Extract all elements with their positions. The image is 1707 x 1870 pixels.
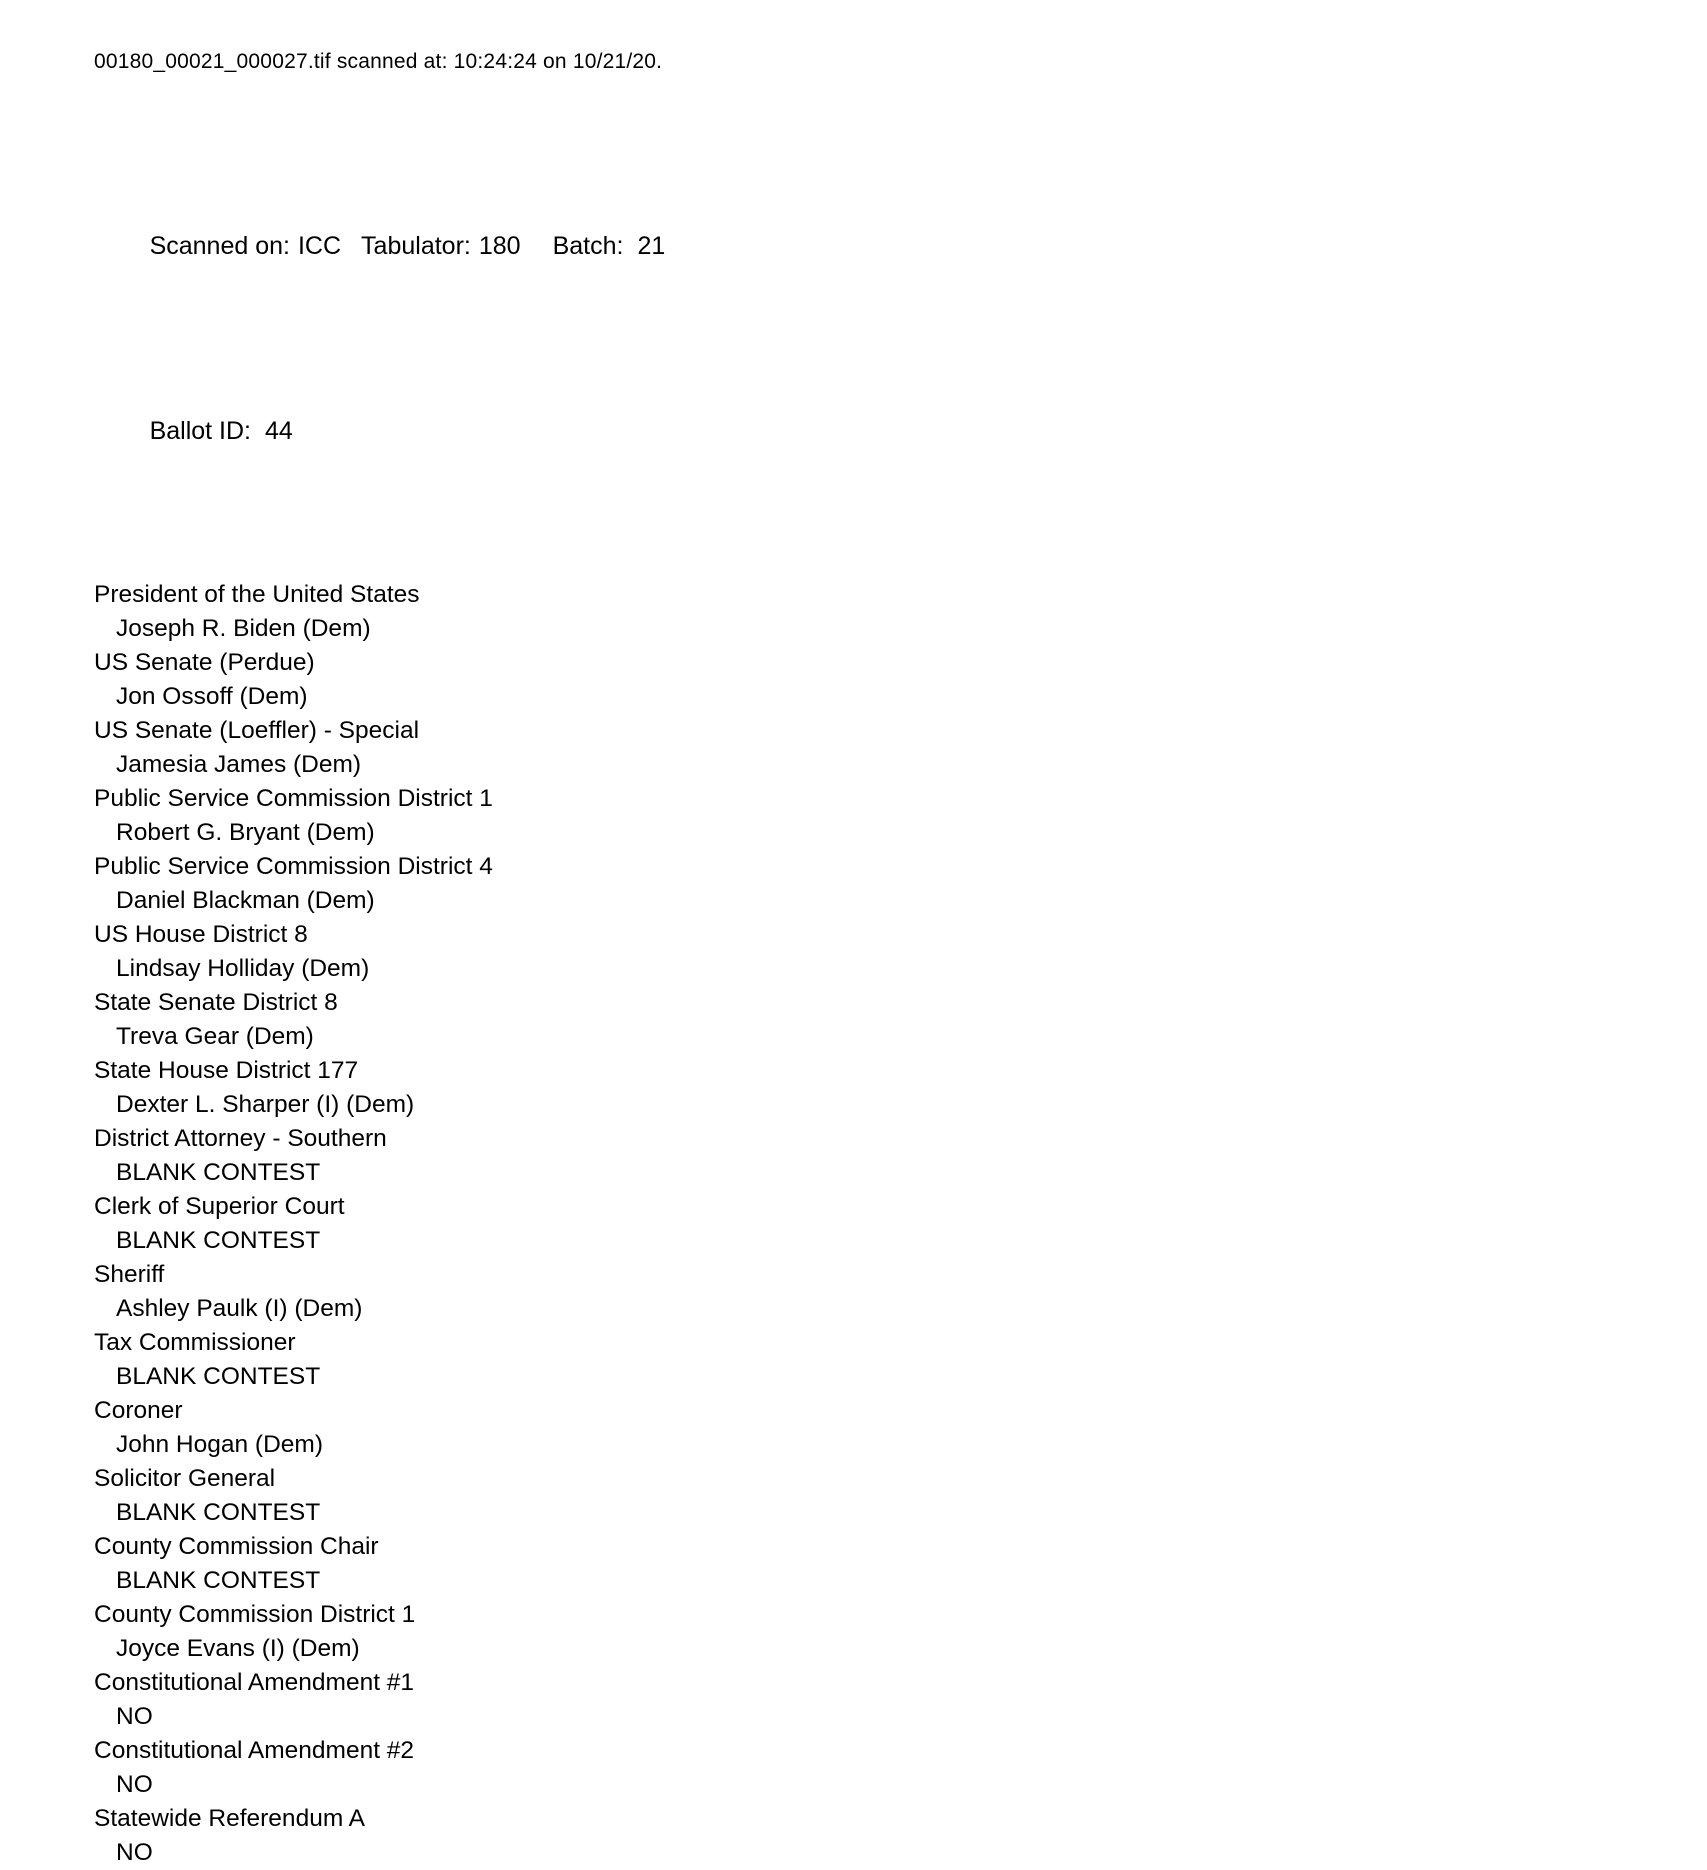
scan-metadata-block: [94, 117, 1707, 561]
contest-title: President of the United States: [94, 581, 420, 608]
contest-title: Constitutional Amendment #1: [94, 1669, 415, 1696]
contest-title: State House District 177: [94, 1057, 359, 1084]
scanned-on-label: Scanned on:: [149, 232, 290, 260]
contest-selection: Jon Ossoff (Dem): [116, 683, 308, 710]
contest-title: Statewide Referendum A: [94, 1805, 366, 1832]
contest-list: [94, 578, 1707, 1870]
ballot-id-line: [94, 376, 1707, 487]
contest-title: County Commission Chair: [94, 1533, 379, 1560]
contest-selection: Daniel Blackman (Dem): [116, 887, 375, 914]
batch-label: Batch:: [552, 232, 624, 260]
scanned-on-value: ICC: [297, 232, 342, 260]
ballot-id-label: Ballot ID:: [149, 417, 252, 445]
batch-value: 21: [637, 232, 666, 260]
contest-title: District Attorney - Southern: [94, 1125, 387, 1152]
contest-selection: NO: [116, 1839, 153, 1866]
contest-selection: NO: [116, 1771, 153, 1798]
contest-title: Clerk of Superior Court: [94, 1193, 345, 1220]
contest-title: Coroner: [94, 1397, 183, 1424]
contest-selection: Joyce Evans (I) (Dem): [116, 1635, 360, 1662]
tabulator-value: 180: [478, 232, 521, 260]
contest-selection: Joseph R. Biden (Dem): [116, 615, 371, 642]
contest-title: US House District 8: [94, 921, 308, 948]
contest-title: US Senate (Perdue): [94, 649, 315, 676]
contest-selection: Ashley Paulk (I) (Dem): [116, 1295, 363, 1322]
contest-selection: Robert G. Bryant (Dem): [116, 819, 375, 846]
contest-selection: BLANK CONTEST: [116, 1499, 321, 1526]
scanner-info-line: [94, 191, 1707, 302]
contest-title: Tax Commissioner: [94, 1329, 296, 1356]
contest-title: Public Service Commission District 1: [94, 785, 493, 812]
tabulator-label: Tabulator:: [361, 232, 471, 260]
contest-title: State Senate District 8: [94, 989, 338, 1016]
contest-title: US Senate (Loeffler) - Special: [94, 717, 420, 744]
contest-selection: BLANK CONTEST: [116, 1159, 321, 1186]
contest-title: Constitutional Amendment #2: [94, 1737, 415, 1764]
ballot-id-value: 44: [265, 417, 293, 445]
file-scan-line: 00180_00021_000027.tif scanned at: 10:24:24 on 10/21/20.: [94, 50, 663, 73]
contest-selection: BLANK CONTEST: [116, 1363, 321, 1390]
contest-selection: Treva Gear (Dem): [116, 1023, 314, 1050]
contest-selection: NO: [116, 1703, 153, 1730]
contest-title: Public Service Commission District 4: [94, 853, 493, 880]
contest-title: Sheriff: [94, 1261, 165, 1288]
contest-selection: Dexter L. Sharper (I) (Dem): [116, 1091, 415, 1118]
contest-selection: BLANK CONTEST: [116, 1567, 321, 1594]
contest-title: Solicitor General: [94, 1465, 276, 1492]
contest-selection: BLANK CONTEST: [116, 1227, 321, 1254]
contest-selection: John Hogan (Dem): [116, 1431, 323, 1458]
contest-title: County Commission District 1: [94, 1601, 416, 1628]
contest-selection: Lindsay Holliday (Dem): [116, 955, 370, 982]
contest-selection: Jamesia James (Dem): [116, 751, 362, 778]
